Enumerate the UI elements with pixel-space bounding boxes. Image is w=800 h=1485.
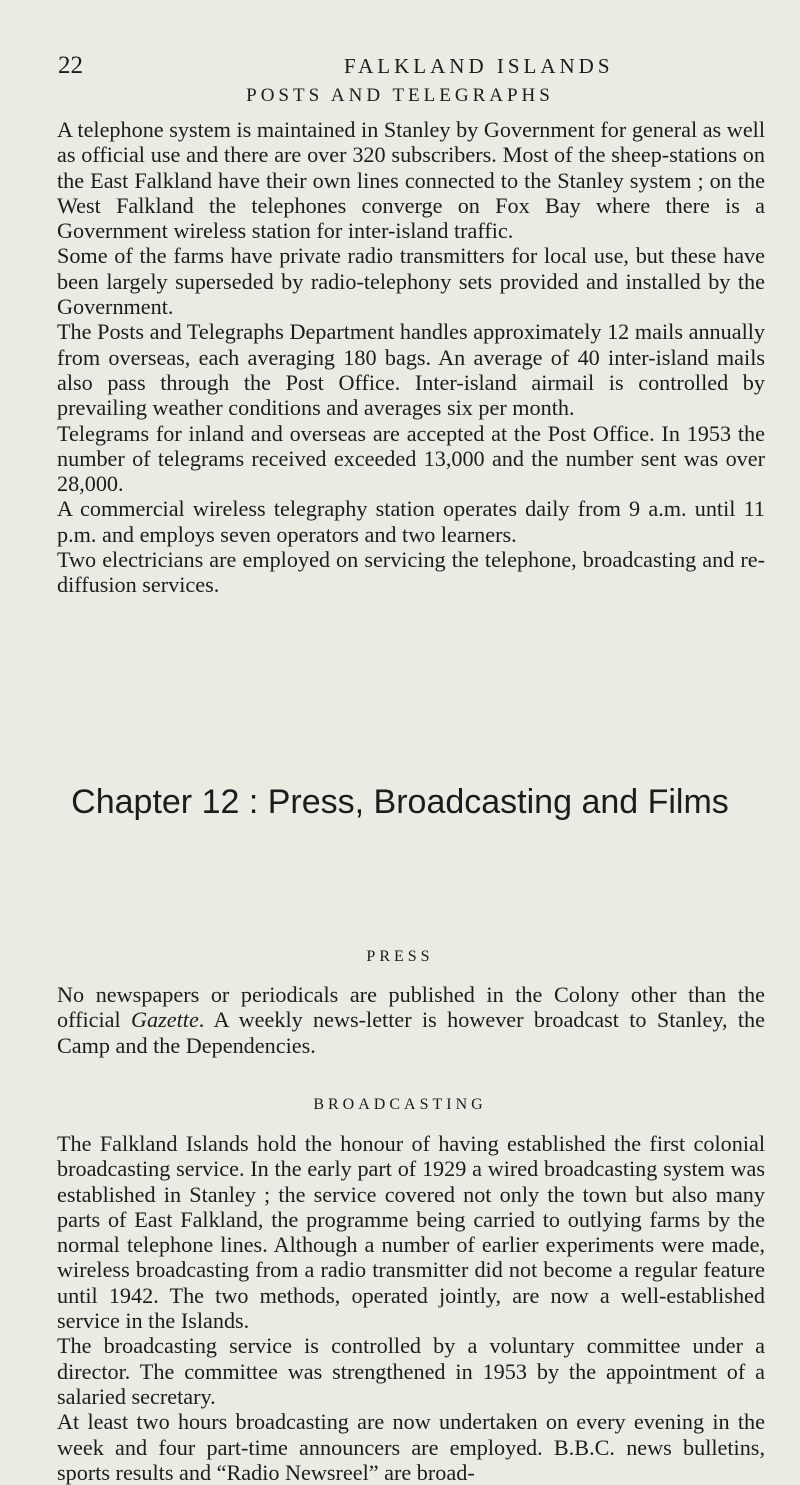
running-title: FALKLAND ISLANDS xyxy=(344,54,614,78)
press-text-before: No newspapers or periodicals are published in the Colony other than the official xyxy=(57,982,765,1033)
gazette-title: Gazette xyxy=(131,1007,199,1033)
paragraph: A commercial wireless telegraphy station operates daily from 9 a.m. until 11 p.m. and employs seven operators and two learners. xyxy=(57,496,765,547)
paragraph: The Falkland Islands hold the honour of having established the first colonial broadcasting service. In the early part of 1929 a wired broadcasting system was established in Stanley ; the service covered not only the town but also many parts of East Falkland, the programme being carried to outlying farms by the normal telephone lines. Although a number of earlier experiments were made, wireless broadcasting from a radio transmitter did not become a regular feature until 1942. The two methods, operated jointly, are now a well-established service in the Islands. xyxy=(57,1131,765,1334)
posts-telegraphs-body xyxy=(57,117,765,598)
paragraph: At least two hours broadcasting are now undertaken on every evening in the week and four part-time announcers are employed. B.B.C. news bulletins, sports results and “Radio Newsreel” are broad- xyxy=(57,1409,765,1485)
paragraph: The broadcasting service is controlled by a voluntary committee under a director. The committee was strengthened in 1953 by the appointment of a salaried secretary. xyxy=(57,1333,765,1409)
posts-telegraphs-heading: POSTS AND TELEGRAPHS xyxy=(246,85,554,106)
press-text-after: . A weekly news-letter is however broadcast to Stanley, the Camp and the Dependencies. xyxy=(57,1007,765,1058)
page-number: 22 xyxy=(58,52,83,79)
paragraph: Two electricians are employed on servicing the telephone, broadcasting and re-diffusion services. xyxy=(57,547,765,598)
paragraph xyxy=(57,982,765,1058)
broadcasting-body xyxy=(57,1131,765,1485)
paragraph: Telegrams for inland and overseas are accepted at the Post Office. In 1953 the number of telegrams received exceeded 13,000 and the number sent was over 28,000. xyxy=(57,420,765,497)
broadcasting-heading: BROADCASTING xyxy=(313,1096,487,1113)
press-heading: PRESS xyxy=(366,948,434,965)
press-body xyxy=(57,982,765,1058)
paragraph: A telephone system is maintained in Stanley by Government for general as well as official use and there are over 320 subscribers. Most of the sheep-stations on the East Falkland have their own lines connected to the Stanley system ; on the West Falkland the telephones converge on Fox Bay where there is a Government wireless station for inter-island traffic. xyxy=(57,117,765,244)
paragraph: The Posts and Telegraphs Department handles approximately 12 mails annually from overseas, each averaging 180 bags. An average of 40 inter-island mails also pass through the Post Office. Inter-island airmail is controlled by prevailing weather conditions and averages six per month. xyxy=(57,319,765,421)
page-header xyxy=(58,52,778,80)
chapter-title: Chapter 12 : Press, Broadcasting and Films xyxy=(71,783,729,821)
paragraph: Some of the farms have private radio transmitters for local use, but these have been largely superseded by radio-telephony sets provided and installed by the Government. xyxy=(57,243,765,320)
